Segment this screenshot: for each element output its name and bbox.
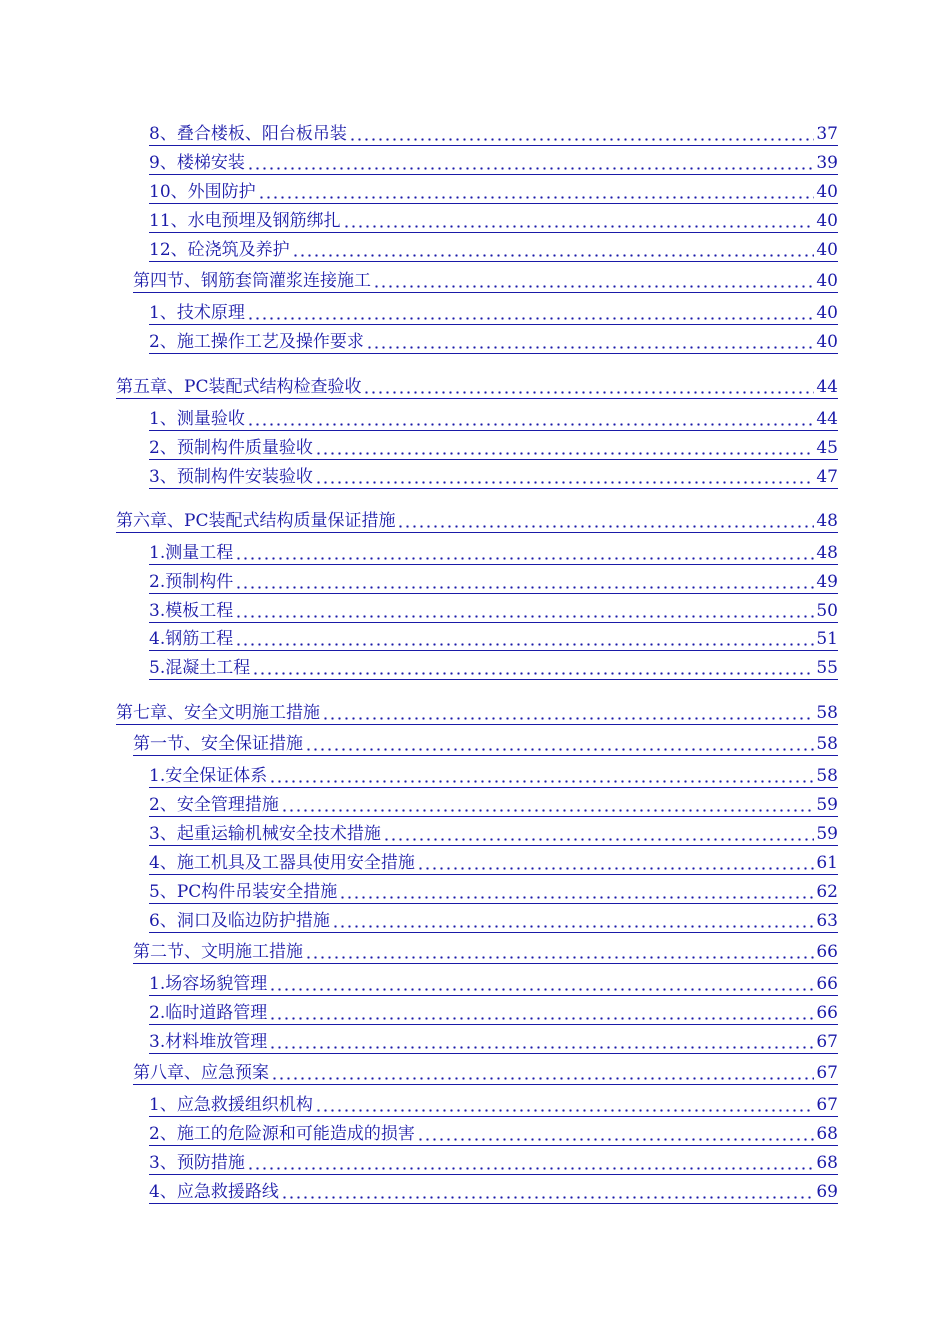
toc-entry-page: 50 (816, 601, 838, 621)
toc-entry-page: 66 (816, 1003, 838, 1023)
toc-entry[interactable] (149, 598, 838, 623)
toc-entry[interactable] (149, 179, 838, 204)
toc-entry[interactable] (116, 700, 838, 725)
toc-entry-title: 第六章、PC装配式结构质量保证措施 (116, 511, 396, 531)
dot-leader (315, 1109, 815, 1112)
dot-leader (252, 672, 814, 675)
dot-leader (383, 838, 815, 841)
dot-leader (366, 346, 815, 349)
toc-entry-page: 40 (816, 211, 838, 231)
toc-entry[interactable] (133, 1060, 838, 1085)
dot-leader (269, 1017, 814, 1020)
toc-entry-title: 1.安全保证体系 (149, 766, 268, 786)
toc-entry[interactable] (149, 879, 838, 904)
dot-leader (235, 557, 814, 560)
dot-leader (247, 317, 815, 320)
dot-leader (305, 956, 814, 959)
toc-entry-title: 第七章、安全文明施工措施 (116, 703, 320, 723)
dot-leader (247, 167, 815, 170)
toc-entry[interactable] (149, 150, 838, 175)
toc-entry-page: 40 (816, 332, 838, 352)
toc-entry-title: 1、测量验收 (149, 409, 245, 429)
toc-entry-title: 4、应急救援路线 (149, 1182, 279, 1202)
toc-entry-page: 51 (816, 629, 838, 649)
toc-entry[interactable] (149, 1000, 838, 1025)
dot-leader (269, 780, 814, 783)
toc-entry[interactable] (149, 540, 838, 565)
toc-entry-page: 48 (816, 511, 838, 531)
toc-entry[interactable] (149, 300, 838, 325)
toc-entry-page: 59 (816, 795, 838, 815)
toc-entry-title: 2.临时道路管理 (149, 1003, 268, 1023)
dot-leader (235, 615, 814, 618)
dot-leader (339, 896, 814, 899)
toc-entry-page: 37 (816, 124, 838, 144)
dot-leader (281, 1196, 815, 1199)
toc-entry-title: 2.预制构件 (149, 572, 234, 592)
dot-leader (315, 481, 815, 484)
toc-entry[interactable] (149, 792, 838, 817)
toc-entry-title: 第八章、应急预案 (133, 1063, 269, 1083)
toc-entry-title: 4.钢筋工程 (149, 629, 234, 649)
toc-entry-page: 63 (816, 911, 838, 931)
toc-entry-title: 3、预制构件安装验收 (149, 467, 313, 487)
toc-entry-title: 第二节、文明施工措施 (133, 942, 303, 962)
toc-entry[interactable] (149, 626, 838, 651)
toc-entry[interactable] (149, 208, 838, 233)
toc-entry-title: 第四节、钢筋套筒灌浆连接施工 (133, 271, 371, 291)
dot-leader (247, 1167, 815, 1170)
toc-entry-page: 48 (816, 543, 838, 563)
toc-entry-title: 11、水电预埋及钢筋绑扎 (149, 211, 341, 231)
toc-entry-page: 62 (816, 882, 838, 902)
toc-entry-title: 1.测量工程 (149, 543, 234, 563)
toc-entry-title: 12、砼浇筑及养护 (149, 240, 290, 260)
toc-entry[interactable] (149, 850, 838, 875)
toc-entry-title: 3、起重运输机械安全技术措施 (149, 824, 381, 844)
dot-leader (235, 586, 814, 589)
toc-entry-title: 第一节、安全保证措施 (133, 734, 303, 754)
toc-entry-title: 第五章、PC装配式结构检查验收 (116, 377, 362, 397)
toc-entry-title: 3、预防措施 (149, 1153, 245, 1173)
toc-entry[interactable] (149, 1029, 838, 1054)
toc-entry-page: 39 (816, 153, 838, 173)
toc-entry-page: 58 (816, 766, 838, 786)
toc-entry-page: 40 (816, 303, 838, 323)
toc-entry-page: 61 (816, 853, 838, 873)
toc-entry[interactable] (149, 569, 838, 594)
toc-entry-title: 3.材料堆放管理 (149, 1032, 268, 1052)
toc-entry-page: 49 (816, 572, 838, 592)
toc-entry-title: 3.模板工程 (149, 601, 234, 621)
toc-entry[interactable] (149, 971, 838, 996)
toc-entry-title: 2、预制构件质量验收 (149, 438, 313, 458)
dot-leader (292, 254, 815, 257)
dot-leader (417, 1138, 815, 1141)
toc-entry-title: 1.场容场貌管理 (149, 974, 268, 994)
toc-entry-page: 40 (816, 182, 838, 202)
toc-entry[interactable] (149, 329, 838, 354)
toc-entry-page: 68 (816, 1153, 838, 1173)
dot-leader (247, 423, 815, 426)
toc-entry-title: 5.混凝土工程 (149, 658, 251, 678)
dot-leader (397, 525, 814, 528)
toc-entry[interactable] (149, 655, 838, 680)
toc-entry[interactable] (149, 237, 838, 262)
toc-entry[interactable] (149, 435, 838, 460)
toc-entry[interactable] (133, 731, 838, 756)
dot-leader (315, 452, 815, 455)
dot-leader (271, 1077, 814, 1080)
toc-entry[interactable] (116, 508, 838, 533)
toc-entry-page: 55 (816, 658, 838, 678)
toc-entry[interactable] (149, 821, 838, 846)
toc-entry-title: 2、安全管理措施 (149, 795, 279, 815)
toc-entry-page: 67 (816, 1063, 838, 1083)
dot-leader (349, 138, 815, 141)
dot-leader (332, 925, 815, 928)
toc-entry-title: 1、应急救援组织机构 (149, 1095, 313, 1115)
dot-leader (373, 285, 814, 288)
toc-entry-page: 40 (816, 271, 838, 291)
toc-entry-title: 4、施工机具及工器具使用安全措施 (149, 853, 415, 873)
toc-entry-page: 40 (816, 240, 838, 260)
toc-entry[interactable] (149, 1150, 838, 1175)
toc-entry-page: 67 (816, 1095, 838, 1115)
toc-entry-page: 66 (816, 974, 838, 994)
dot-leader (305, 748, 814, 751)
toc-entry-title: 5、PC构件吊装安全措施 (149, 882, 338, 902)
toc-entry-title: 2、施工的危险源和可能造成的损害 (149, 1124, 415, 1144)
toc-entry[interactable] (133, 939, 838, 964)
toc-entry-page: 47 (816, 467, 838, 487)
toc-entry-page: 44 (816, 409, 838, 429)
toc-entry-title: 2、施工操作工艺及操作要求 (149, 332, 364, 352)
dot-leader (343, 225, 815, 228)
toc-entry[interactable] (149, 763, 838, 788)
dot-leader (417, 867, 815, 870)
toc-entry-title: 10、外围防护 (149, 182, 256, 202)
toc-entry[interactable] (149, 406, 838, 431)
toc-entry-title: 9、楼梯安装 (149, 153, 245, 173)
toc-entry[interactable] (149, 1121, 838, 1146)
toc-entry[interactable] (149, 908, 838, 933)
dot-leader (258, 196, 815, 199)
dot-leader (269, 988, 814, 991)
toc-entry-page: 59 (816, 824, 838, 844)
dot-leader (235, 643, 814, 646)
toc-entry-page: 66 (816, 942, 838, 962)
toc-entry-page: 58 (816, 703, 838, 723)
toc-entry-title: 1、技术原理 (149, 303, 245, 323)
toc-entry[interactable] (149, 464, 838, 489)
toc-entry-page: 69 (816, 1182, 838, 1202)
dot-leader (322, 717, 814, 720)
toc-entry[interactable] (133, 268, 838, 293)
toc-entry-title: 8、叠合楼板、阳台板吊装 (149, 124, 347, 144)
toc-entry[interactable] (149, 1179, 838, 1204)
toc-entry-title: 6、洞口及临边防护措施 (149, 911, 330, 931)
toc-entry-page: 58 (816, 734, 838, 754)
toc-entry[interactable] (116, 374, 838, 399)
dot-leader (281, 809, 815, 812)
toc-entry-page: 68 (816, 1124, 838, 1144)
toc-entry[interactable] (149, 121, 838, 146)
toc-entry-page: 44 (816, 377, 838, 397)
dot-leader (363, 391, 814, 394)
dot-leader (269, 1046, 814, 1049)
toc-entry[interactable] (149, 1092, 838, 1117)
toc-entry-page: 45 (816, 438, 838, 458)
toc-entry-page: 67 (816, 1032, 838, 1052)
